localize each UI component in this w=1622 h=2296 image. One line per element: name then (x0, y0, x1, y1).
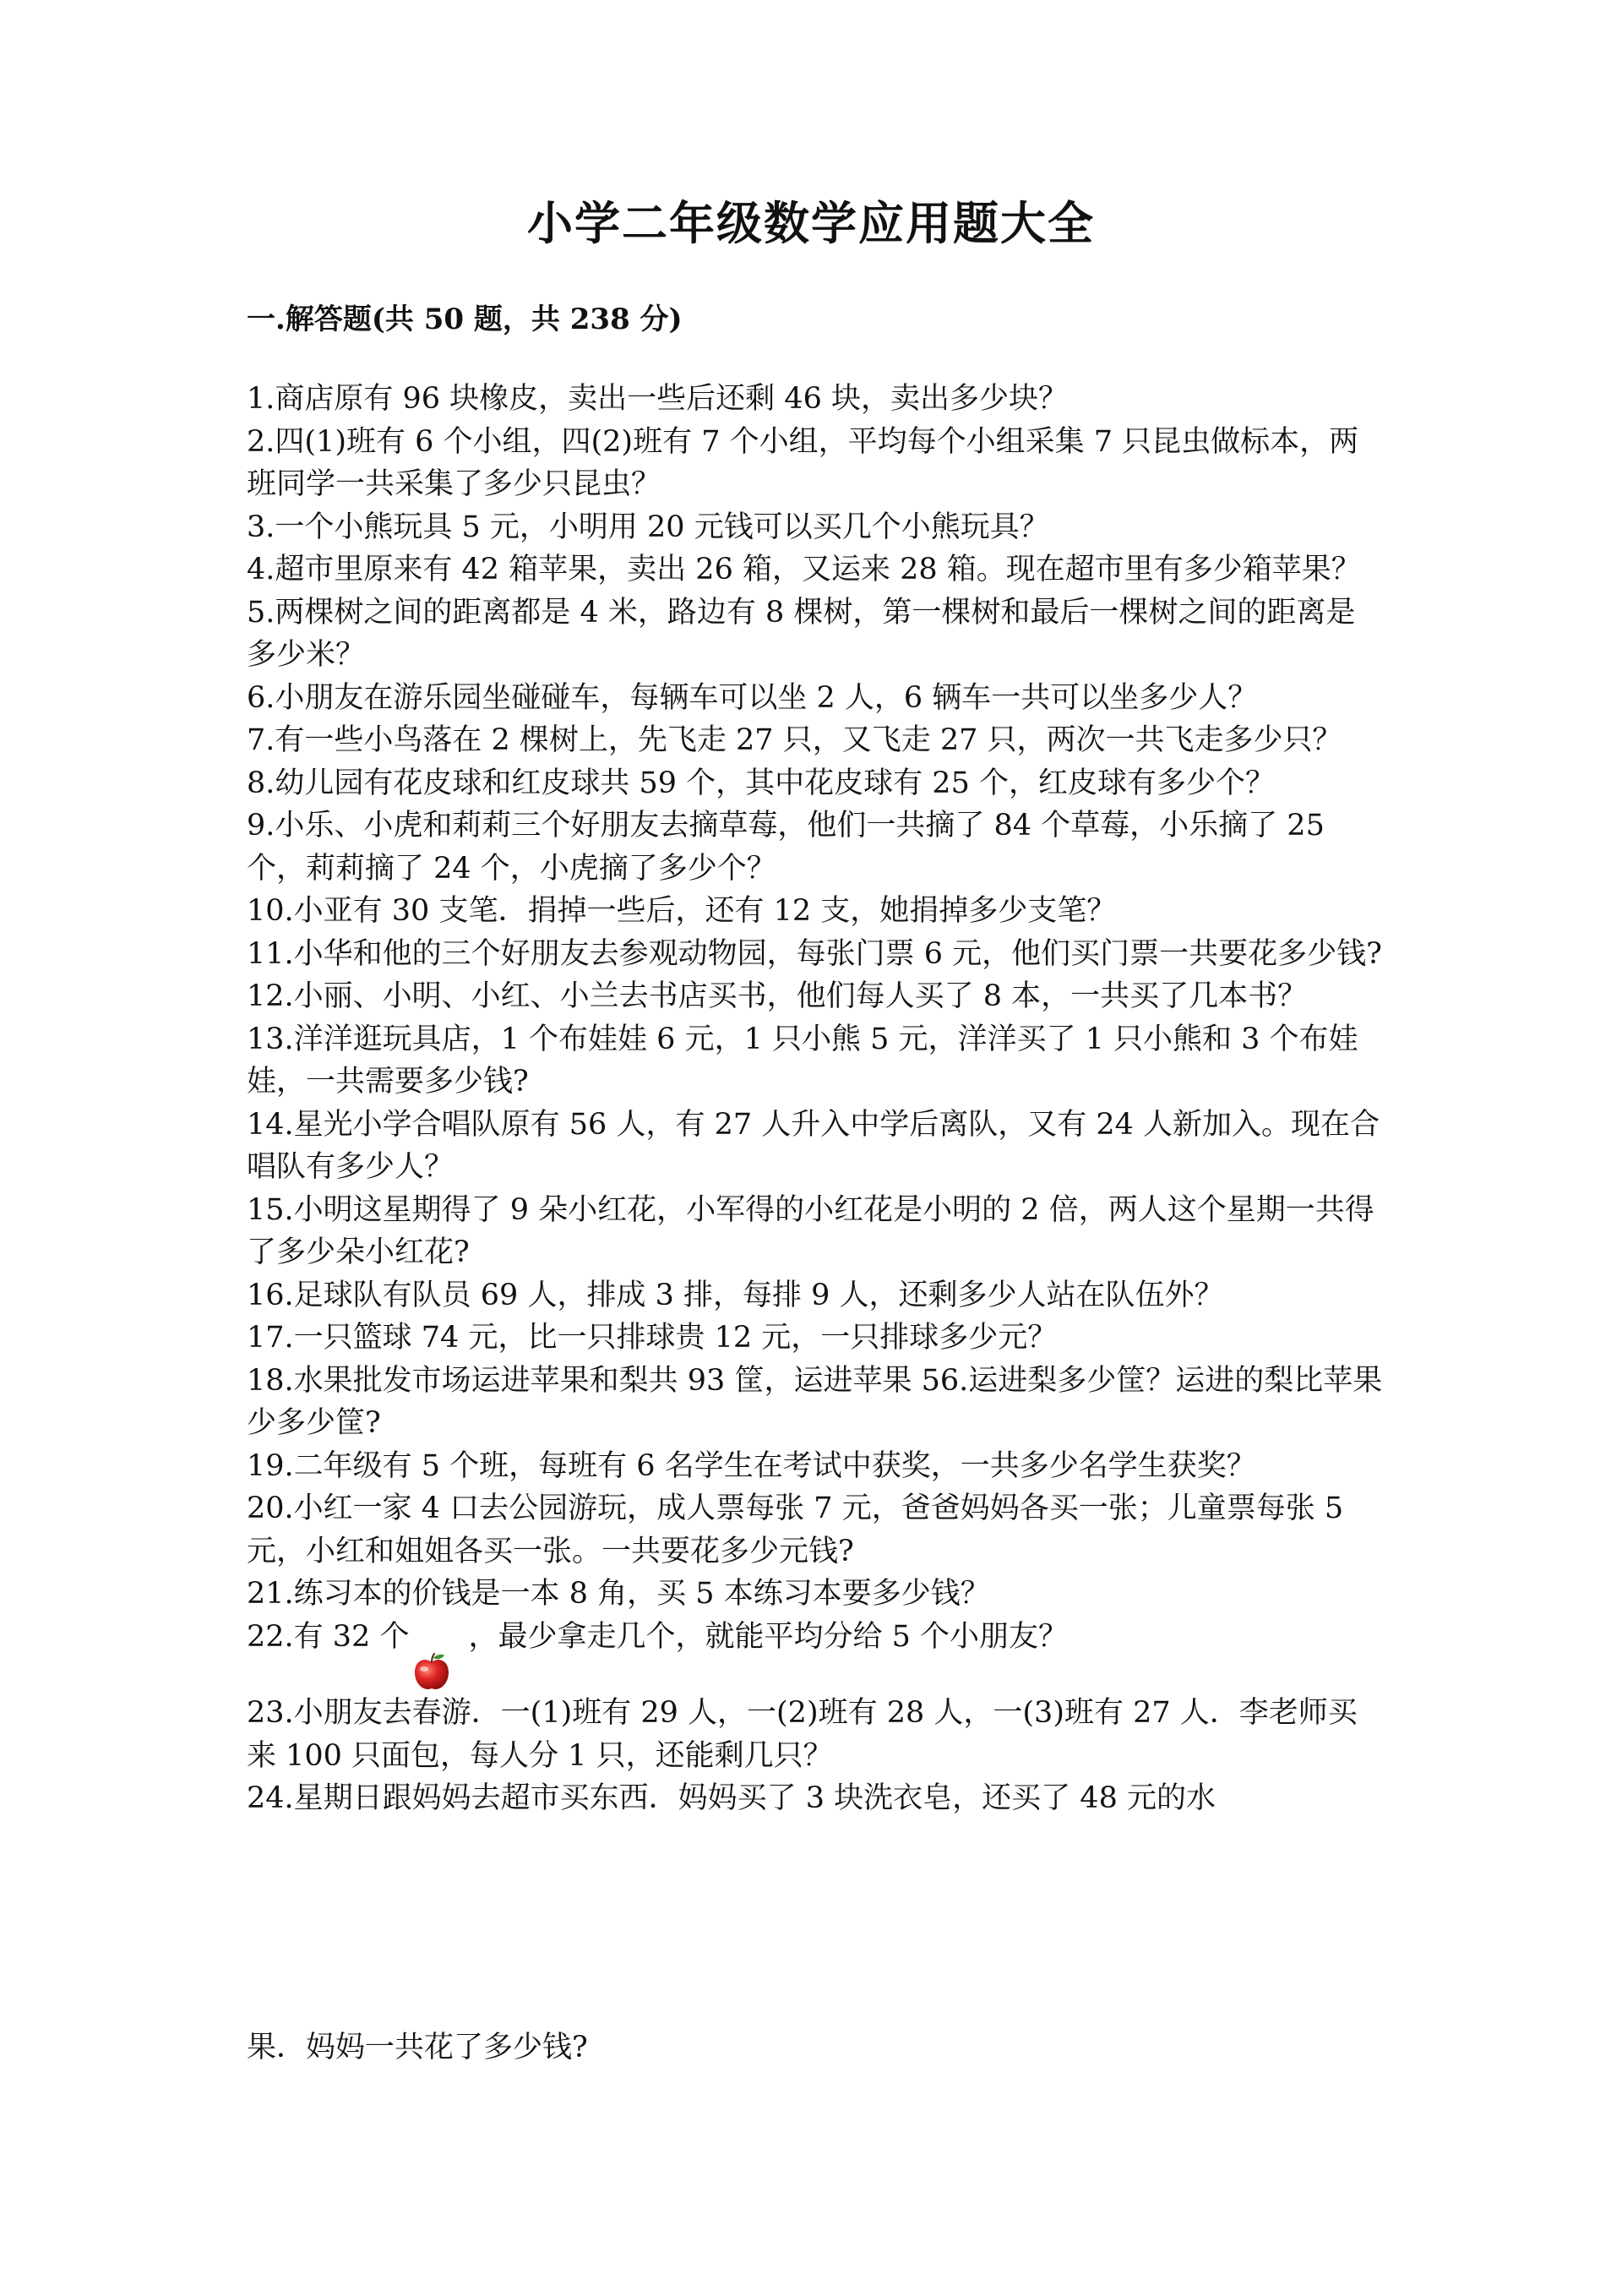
question-item: 21.练习本的价钱是一本 8 角，买 5 本练习本要多少钱？ (247, 1577, 990, 1611)
question-item: 9.小乐、小虎和莉莉三个好朋友去摘草莓，他们一共摘了 84 个草莓，小乐摘了 25 个，莉莉摘了 24 个，小虎摘了多少个？ (247, 809, 1325, 886)
question-item: 17.一只篮球 74 元，比一只排球贵 12 元，一只排球多少元？ (247, 1321, 1058, 1355)
apple-icon (412, 1652, 451, 1693)
page-title: 小学二年级数学应用题大全 (527, 196, 1095, 250)
question-item: 2.四(1)班有 6 个小组，四(2)班有 7 个小组，平均每个小组采集 7 只昆虫做标本，两班同学一共采集了多少只昆虫？ (247, 424, 1359, 501)
question-item: 23.小朋友去春游．一(1)班有 29 人，一(2)班有 28 人，一(3)班有 27 人．李老师买来 100 只面包，每人分 1 只，还能剩几只？ (247, 1696, 1358, 1773)
question-item: 3.一个小熊玩具 5 元，小明用 20 元钱可以买几个小熊玩具？ (247, 510, 1049, 544)
question-item: 24.星期日跟妈妈去超市买东西．妈妈买了 3 块洗衣皂，还买了 48 元的水 (247, 1781, 1216, 1815)
section-heading: 一.解答题(共 50 题，共 238 分) (247, 303, 683, 336)
question-item: 11.小华和他的三个好朋友去参观动物园，每张门票 6 元，他们买门票一共要花多少钱? (247, 936, 1382, 971)
question-item: 4.超市里原来有 42 箱苹果，卖出 26 箱，又运来 28 箱。现在超市里有多少箱苹果？ (247, 553, 1361, 586)
question-item: 7.有一些小鸟落在 2 棵树上，先飞走 27 只，又飞走 27 只，两次一共飞走多少只？ (247, 723, 1342, 757)
question-item: 15.小明这星期得了 9 朵小红花，小军得的小红花是小明的 2 倍，两人这个星期一共得了多少朵小红花? (247, 1192, 1374, 1269)
question-item: 6.小朋友在游乐园坐碰碰车，每辆车可以坐 2 人，6 辆车一共可以坐多少人？ (247, 680, 1258, 715)
question-item: 1.商店原有 96 块橡皮，卖出一些后还剩 46 块，卖出多少块？ (247, 382, 1068, 416)
question-list (247, 378, 1383, 1820)
question-item: 14.星光小学合唱队原有 56 人，有 27 人升入中学后离队，又有 24 人新加入。现在合唱队有多少人？ (247, 1107, 1380, 1184)
question-22-text-after: ，最少拿走几个，就能平均分给 5 个小朋友？ (468, 1619, 1068, 1654)
question-item: 19.二年级有 5 个班，每班有 6 名学生在考试中获奖，一共多少名学生获奖？ (247, 1448, 1256, 1483)
question-item: 8.幼儿园有花皮球和红皮球共 59 个，其中花皮球有 25 个，红皮球有多少个？ (247, 766, 1275, 800)
question-item: 18.水果批发市场运进苹果和梨共 93 筐，运进苹果 56.运进梨多少筐？运进的梨比苹果少多少筐? (247, 1363, 1383, 1440)
question-item: 12.小丽、小明、小红、小兰去书店买书，他们每人买了 8 本，一共买了几本书？ (247, 979, 1308, 1013)
question-item: 10.小亚有 30 支笔．捐掉一些后，还有 12 支，她捐掉多少支笔？ (247, 894, 1117, 928)
question-item-with-picture (247, 1616, 1383, 1693)
apple-picture (409, 1645, 468, 1646)
question-continuation: 果．妈妈一共花了多少钱? (247, 2031, 588, 2064)
question-22-text-before: 22.有 32 个 (247, 1619, 410, 1654)
question-item: 13.洋洋逛玩具店，1 个布娃娃 6 元，1 只小熊 5 元，洋洋买了 1 只小熊和 3 个布娃娃，一共需要多少钱? (247, 1022, 1358, 1099)
question-item: 16.足球队有队员 69 人，排成 3 排，每排 9 人，还剩多少人站在队伍外？ (247, 1278, 1224, 1312)
question-item: 5.两棵树之间的距离都是 4 米，路边有 8 棵树，第一棵树和最后一棵树之间的距离是多少米？ (247, 595, 1356, 672)
question-item: 20.小红一家 4 口去公园游玩，成人票每张 7 元，爸爸妈妈各买一张；儿童票每张 5 元，小红和姐姐各买一张。一共要花多少元钱? (247, 1492, 1344, 1568)
